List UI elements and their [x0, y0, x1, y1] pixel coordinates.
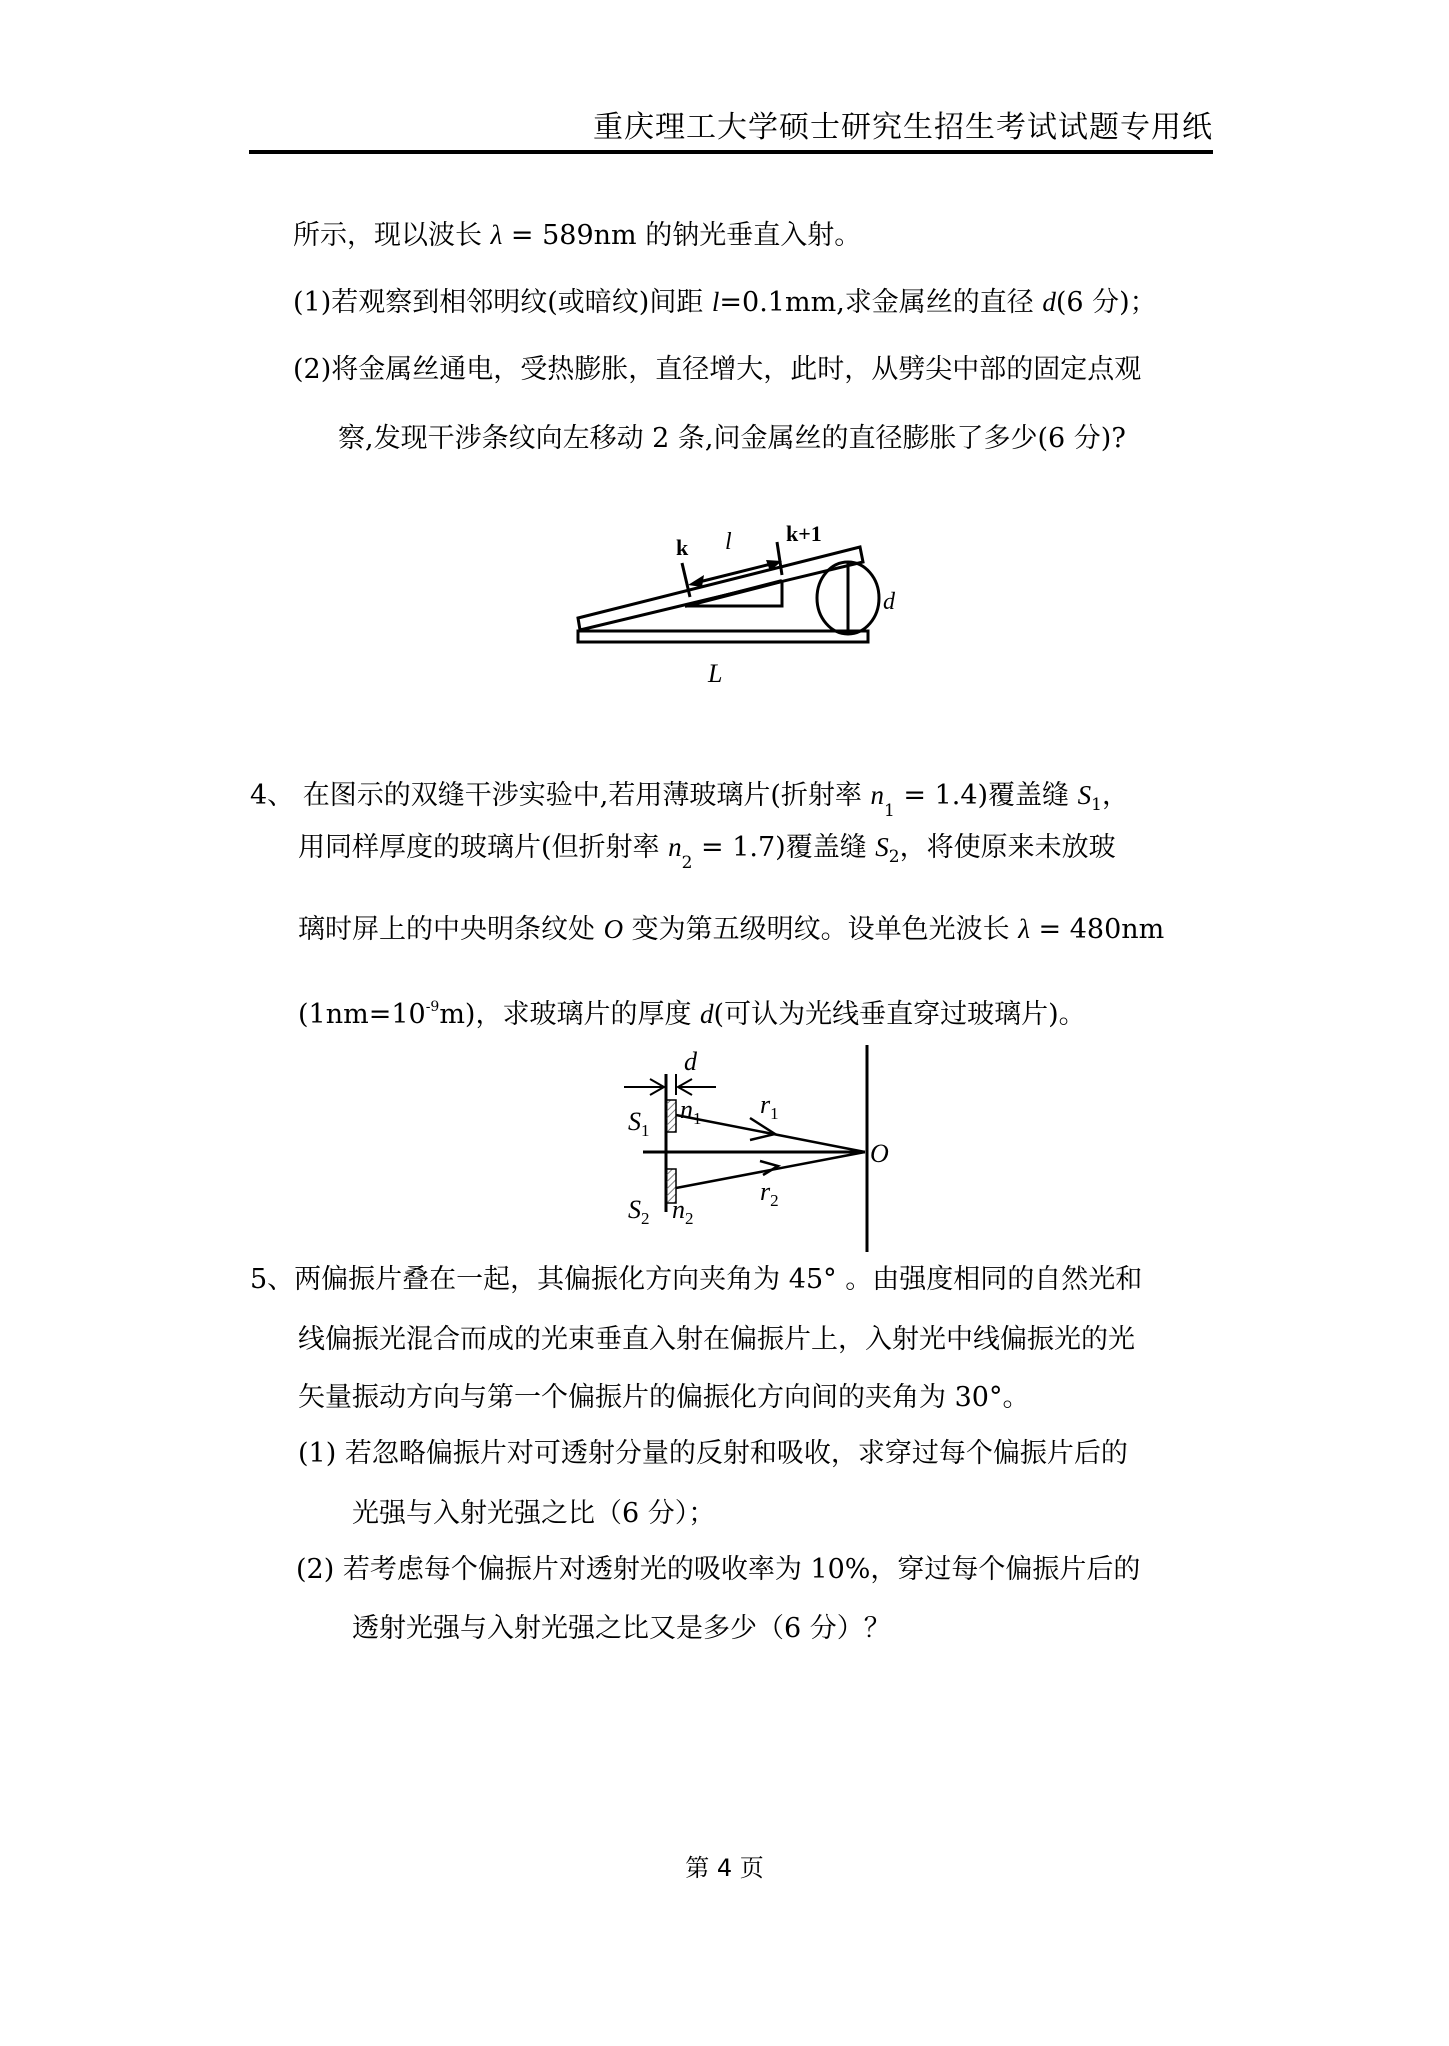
q3-part1-text: (1)若观察到相邻明纹(或暗纹)间距	[293, 287, 712, 318]
S2-subscript: 2	[888, 847, 900, 867]
q3-part1-score: (6 分)；	[1055, 287, 1157, 318]
d-symbol: d	[1042, 287, 1056, 317]
n2-subscript: 2	[681, 853, 693, 873]
q5-line2: 线偏振光混合而成的光束垂直入射在偏振片上，入射光中线偏振光的光	[298, 1324, 1135, 1355]
q4-line2-text: 用同样厚度的玻璃片(但折射率	[298, 832, 669, 863]
q5-line1: 5、两偏振片叠在一起，其偏振化方向夹角为 45° 。由强度相同的自然光和	[250, 1264, 1143, 1295]
lambda-symbol: λ	[1018, 914, 1030, 944]
q4-n2-value: = 1.7)覆盖缝	[692, 832, 876, 863]
q4-line4-mid: m)，求玻璃片的厚度	[439, 999, 701, 1030]
q4-line3-mid: 变为第五级明纹。设单色光波长	[623, 914, 1019, 945]
label-d: d	[684, 1047, 697, 1076]
page-number: 第 4 页	[685, 1854, 764, 1882]
label-O: O	[870, 1139, 889, 1168]
q4-line4-rest: (可认为光线垂直穿过玻璃片)。	[713, 999, 1086, 1030]
exam-paper-header-title: 重庆理工大学硕士研究生招生考试试题专用纸	[593, 110, 1213, 145]
S1-subscript: 1	[1091, 795, 1102, 815]
double-slit-diagram	[610, 1040, 910, 1260]
q4-line2-rest: ，将使原来未放玻	[899, 832, 1116, 863]
d-symbol: d	[700, 999, 714, 1029]
header-rule	[249, 150, 1213, 154]
q4-line3	[298, 912, 1164, 947]
label-k-plus-1: k+1	[786, 521, 822, 546]
label-d: d	[883, 589, 895, 615]
label-L: L	[708, 659, 723, 688]
q3-part1-mid: =0.1mm,求金属丝的直径	[719, 287, 1043, 318]
label-S2: $S_2$	[628, 1195, 650, 1228]
n1-subscript: 1	[883, 801, 895, 821]
q4-line2	[298, 830, 1116, 880]
q3-intro	[293, 218, 861, 253]
q5-part2-line2: 透射光强与入射光强之比又是多少（6 分）？	[352, 1613, 891, 1644]
label-r1: $r_1$	[760, 1090, 779, 1123]
question-number-4: 4、	[250, 780, 303, 811]
lambda-symbol: λ	[490, 220, 503, 250]
wedge-interference-diagram	[570, 505, 900, 695]
S2-symbol: S	[875, 832, 889, 862]
q3-intro-text: 所示，现以波长	[293, 220, 491, 251]
O-symbol: O	[603, 914, 624, 944]
q5-line3: 矢量振动方向与第一个偏振片的偏振化方向间的夹角为 30°。	[298, 1382, 1030, 1413]
label-r2: $r_2$	[760, 1177, 779, 1210]
label-n2: $n_2$	[672, 1195, 694, 1228]
q4-n1-value: = 1.4)覆盖缝	[894, 780, 1078, 811]
q4-unit-text: (1nm=10	[298, 999, 426, 1030]
q3-part1	[293, 285, 1157, 320]
q3-part2-line2: 察,发现干涉条纹向左移动 2 条,问金属丝的直径膨胀了多少(6 分)?	[338, 423, 1126, 454]
q5-part1-line1: (1) 若忽略偏振片对可透射分量的反射和吸收，求穿过每个偏振片后的	[298, 1438, 1128, 1469]
q4-line1-punct: ，	[1101, 780, 1129, 811]
exponent: -9	[425, 999, 440, 1015]
q3-intro-wavelength: = 589nm 的钠光垂直入射。	[502, 220, 862, 251]
l-symbol: l	[711, 287, 720, 317]
label-l: l	[725, 529, 732, 555]
q5-part2-line1: (2) 若考虑每个偏振片对透射光的吸收率为 10%，穿过每个偏振片后的	[296, 1554, 1141, 1585]
q4-wavelength: = 480nm	[1029, 914, 1165, 945]
label-S1: $S_1$	[628, 1107, 650, 1140]
label-k: k	[676, 535, 689, 560]
q4-line3-text: 璃时屏上的中央明条纹处	[298, 914, 604, 945]
q4-line1	[250, 778, 1129, 828]
n1-symbol: n	[870, 780, 884, 810]
label-n1: $n_1$	[680, 1095, 702, 1128]
S1-symbol: S	[1077, 780, 1092, 810]
q5-part1-line2: 光强与入射光强之比（6 分）；	[352, 1498, 716, 1529]
q3-part2-line1: (2)将金属丝通电，受热膨胀，直径增大，此时，从劈尖中部的固定点观	[293, 354, 1142, 385]
n2-symbol: n	[668, 832, 682, 862]
q4-line4	[298, 990, 1086, 1032]
q4-line1-text: 在图示的双缝干涉实验中,若用薄玻璃片(折射率	[302, 780, 871, 811]
